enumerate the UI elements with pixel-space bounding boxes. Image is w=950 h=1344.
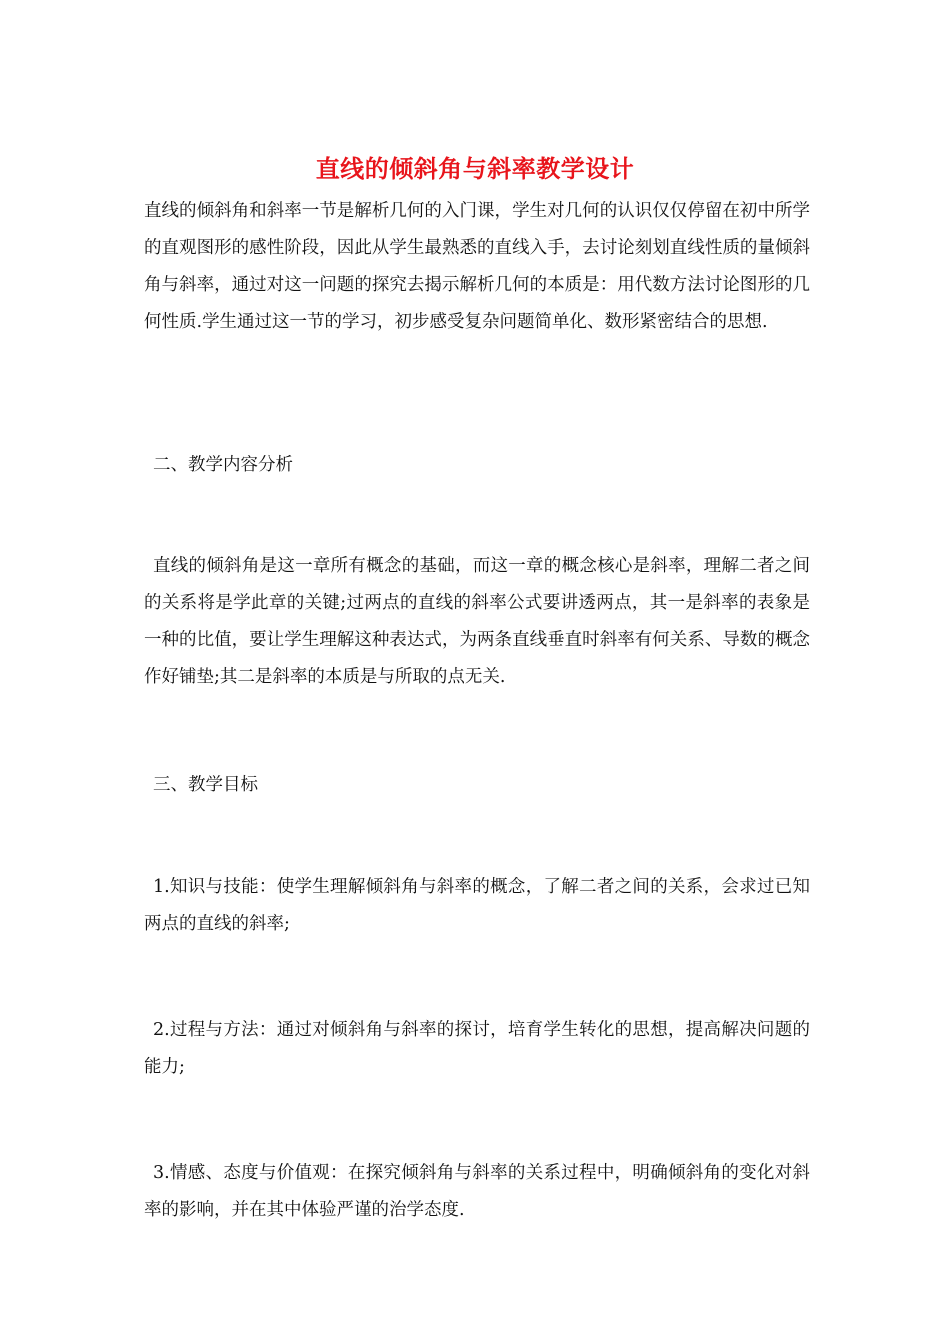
section-2-paragraph: 直线的倾斜角是这一章所有概念的基础，而这一章的概念核心是斜率，理解二者之间的关系将是学此章的关键;过两点的直线的斜率公式要讲透两点，其一是斜率的表象是一种的比值，要让学生理解这种表达式，为两条直线垂直时斜率有何关系、导数的概念作好铺垫;其二是斜率的本质是与所取的点无关. (144, 556, 810, 687)
section-3-heading: 三、教学目标 (153, 775, 258, 795)
objective-item-3: 3.情感、态度与价值观：在探究倾斜角与斜率的关系过程中，明确倾斜角的变化对斜率的影响，并在其中体验严谨的治学态度. (144, 1163, 810, 1220)
objective-item-2: 2.过程与方法：通过对倾斜角与斜率的探讨，培育学生转化的思想，提高解决问题的能力; (144, 1020, 810, 1077)
objective-item-1: 1.知识与技能：使学生理解倾斜角与斜率的概念，了解二者之间的关系，会求过已知两点的直线的斜率; (144, 877, 810, 934)
document-title: 直线的倾斜角与斜率教学设计 (315, 154, 635, 183)
section-2-heading: 二、教学内容分析 (153, 455, 293, 475)
intro-paragraph: 直线的倾斜角和斜率一节是解析几何的入门课，学生对几何的认识仅仅停留在初中所学的直观图形的感性阶段，因此从学生最熟悉的直线入手，去讨论刻划直线性质的量倾斜角与斜率，通过对这一问题的探究去揭示解析几何的本质是：用代数方法讨论图形的几何性质.学生通过这一节的学习，初步感受复杂问题简单化、数形紧密结合的思想. (144, 201, 810, 332)
